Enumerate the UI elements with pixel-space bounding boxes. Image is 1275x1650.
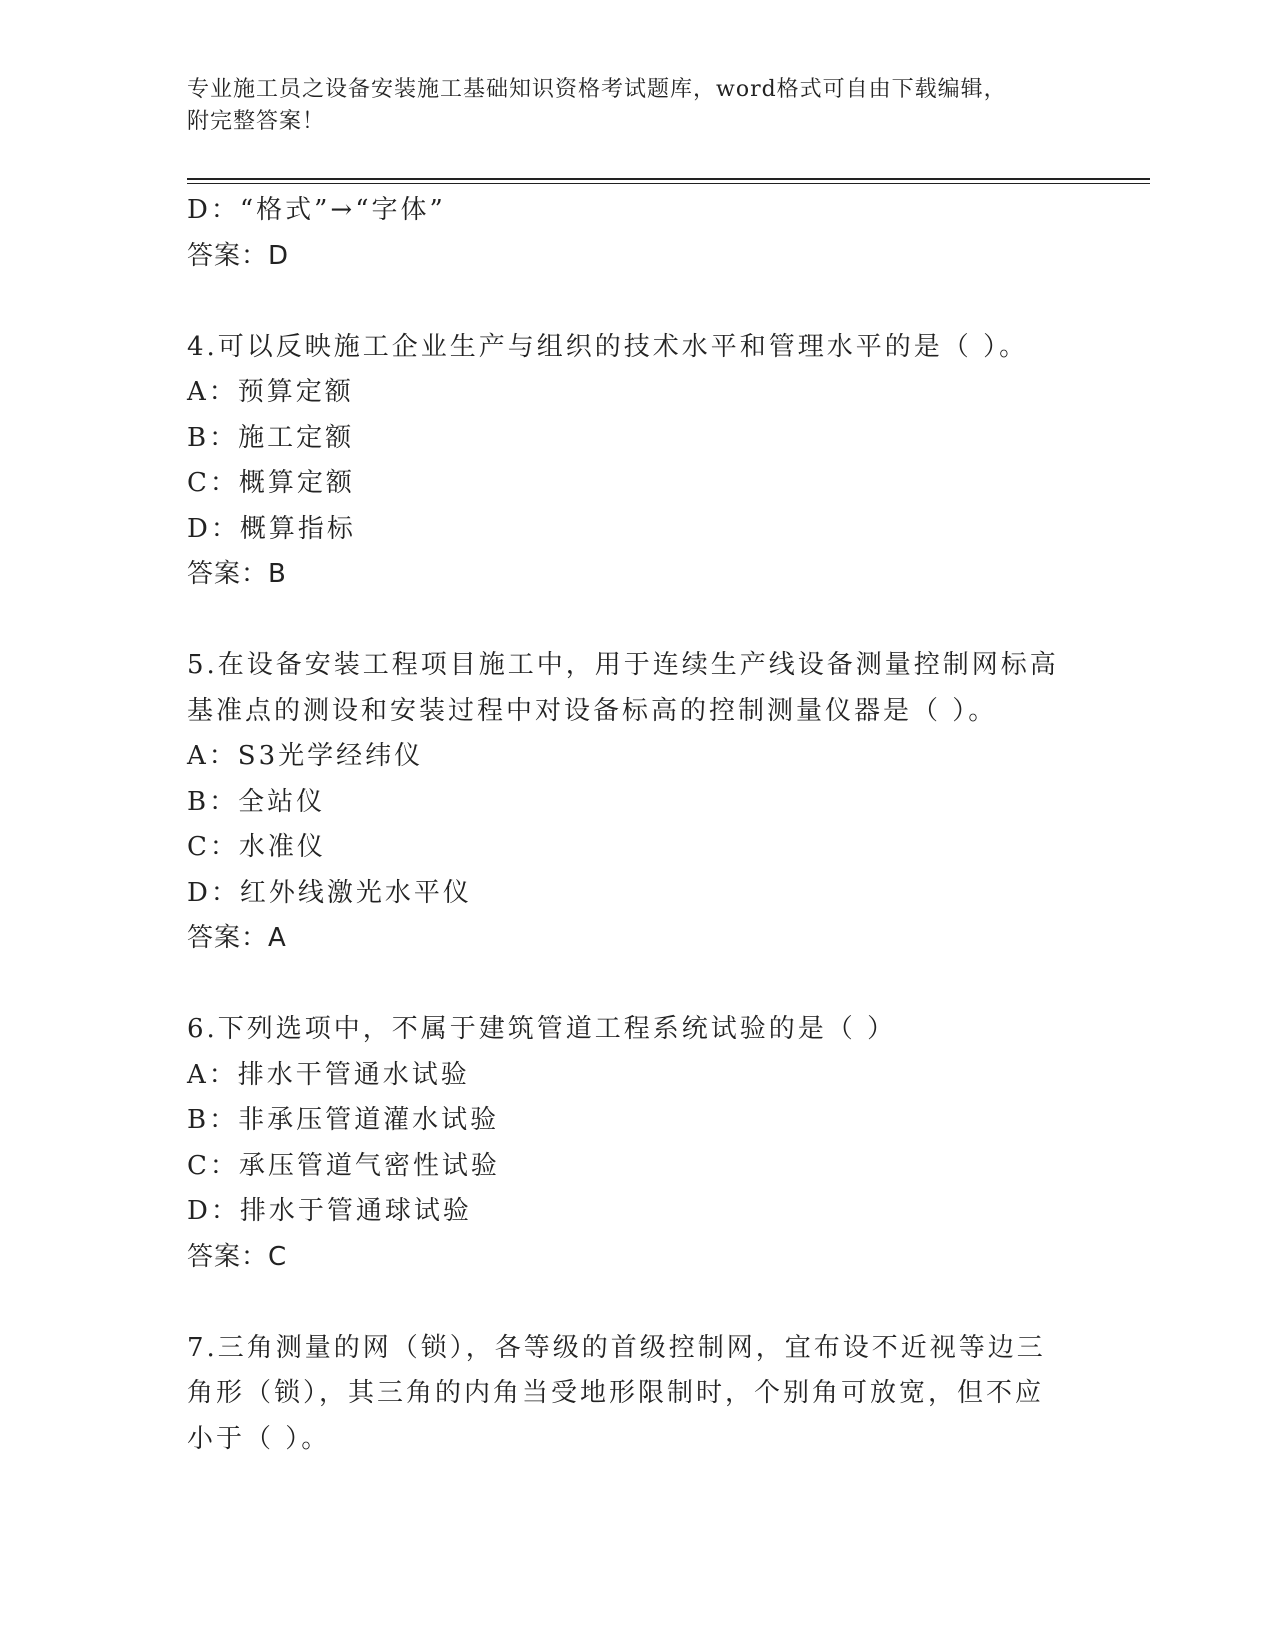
q4-option-a: A：预算定额 <box>187 377 354 407</box>
spacer <box>187 279 1067 325</box>
q7-question-line-2: 角形（锁），其三角的内角当受地形限制时，个别角可放宽，但不应 <box>187 1378 1045 1408</box>
q5-option-b: B：全站仪 <box>187 786 326 817</box>
q5-option-c: C：水准仪 <box>187 832 326 862</box>
q6-option-b: B：非承压管道灌水试验 <box>187 1105 500 1135</box>
q4-option-d: D：概算指标 <box>187 513 356 544</box>
header-divider-thick <box>187 178 1150 180</box>
q6-option-c: C：承压管道气密性试验 <box>187 1150 500 1181</box>
q5-option-d: D：红外线激光水平仪 <box>187 877 472 908</box>
q4-question-text: 4.可以反映施工企业生产与组织的技术水平和管理水平的是（ ）。 <box>187 331 1029 362</box>
header-note <box>187 74 1067 138</box>
question-content <box>187 188 1067 1462</box>
q5-question-line-2: 基准点的测设和安装过程中对设备标高的控制测量仪器是（ ）。 <box>187 695 998 726</box>
q3-answer: 答案：D <box>187 240 290 271</box>
spacer <box>187 598 1067 644</box>
header-note-line-1: 专业施工员之设备安装施工基础知识资格考试题库，word格式可自由下载编辑， <box>187 77 1007 102</box>
q7-question-line-3: 小于（ ）。 <box>187 1423 331 1454</box>
header-divider-thin <box>187 183 1150 184</box>
q5-question-line-1: 5.在设备安装工程项目施工中，用于连续生产线设备测量控制网标高 <box>187 650 1059 680</box>
q4-answer: 答案：B <box>187 559 287 589</box>
q6-option-a: A：排水干管通水试验 <box>187 1059 470 1090</box>
spacer <box>187 1280 1067 1326</box>
q5-answer: 答案：A <box>187 923 287 953</box>
q3-option-d: D：“格式”→“字体” <box>187 195 446 225</box>
header-note-line-2: 附完整答案！ <box>187 109 326 134</box>
spacer <box>187 962 1067 1008</box>
q7-question-line-1: 7.三角测量的网（锁），各等级的首级控制网，宜布设不近视等边三 <box>187 1332 1046 1363</box>
q6-answer: 答案：C <box>187 1241 288 1272</box>
q4-option-c: C：概算定额 <box>187 468 355 498</box>
q6-question-text: 6.下列选项中，不属于建筑管道工程系统试验的是（ ） <box>187 1014 897 1044</box>
q6-option-d: D：排水于管通球试验 <box>187 1196 472 1226</box>
q5-option-a: A：S3光学经纬仪 <box>187 741 424 771</box>
q4-option-b: B：施工定额 <box>187 422 355 453</box>
